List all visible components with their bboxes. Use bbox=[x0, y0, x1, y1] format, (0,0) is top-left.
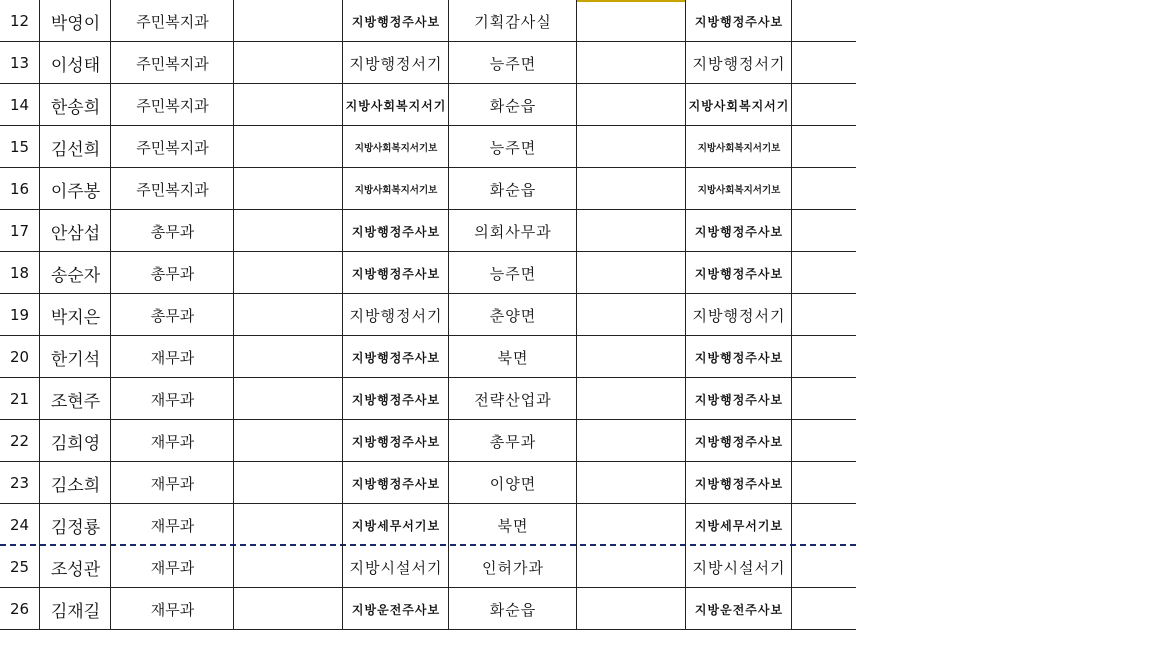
grade-to-cell[interactable]: 지방세무서기보 bbox=[694, 518, 784, 533]
name-cell[interactable]: 김소희 bbox=[50, 475, 101, 496]
column-gridline bbox=[342, 0, 343, 630]
table-row bbox=[0, 210, 856, 252]
empty-cell[interactable] bbox=[792, 210, 856, 252]
department-cell[interactable]: 재무과 bbox=[150, 558, 195, 577]
table-row bbox=[0, 84, 856, 126]
grade-from-cell[interactable]: 지방사회복지서기 bbox=[345, 98, 447, 113]
department-cell[interactable]: 총무과 bbox=[150, 306, 195, 325]
department-cell[interactable]: 주민복지과 bbox=[136, 12, 209, 31]
table-row bbox=[0, 168, 856, 210]
department-cell[interactable]: 재무과 bbox=[150, 390, 195, 409]
empty-cell[interactable] bbox=[577, 126, 686, 168]
empty-cell[interactable] bbox=[577, 294, 686, 336]
row-number-cell[interactable]: 21 bbox=[10, 390, 30, 408]
empty-cell[interactable] bbox=[577, 546, 686, 588]
grade-from-cell[interactable]: 지방시설서기 bbox=[349, 558, 443, 577]
grade-from-cell[interactable]: 지방행정주사보 bbox=[351, 392, 441, 407]
assigned-office-cell[interactable]: 능주면 bbox=[489, 138, 537, 157]
row-number-cell[interactable]: 13 bbox=[10, 54, 30, 72]
name-cell[interactable]: 조현주 bbox=[50, 391, 101, 412]
grade-from-cell[interactable]: 지방행정서기 bbox=[349, 306, 443, 325]
empty-cell[interactable] bbox=[234, 42, 343, 84]
row-number-cell[interactable]: 12 bbox=[10, 12, 30, 30]
grade-to-cell[interactable]: 지방행정서기 bbox=[692, 306, 786, 325]
empty-cell[interactable] bbox=[577, 504, 686, 546]
assigned-office-cell[interactable]: 의회사무과 bbox=[474, 222, 552, 241]
table-row bbox=[0, 336, 856, 378]
assigned-office-cell[interactable]: 총무과 bbox=[489, 432, 537, 451]
row-number-cell[interactable]: 24 bbox=[10, 516, 30, 534]
empty-cell[interactable] bbox=[792, 588, 856, 630]
assigned-office-cell[interactable]: 북면 bbox=[497, 348, 529, 367]
name-cell[interactable]: 김선희 bbox=[50, 139, 101, 160]
row-number-cell[interactable]: 19 bbox=[10, 306, 30, 324]
table-row bbox=[0, 0, 856, 42]
empty-cell[interactable] bbox=[792, 168, 856, 210]
grade-to-cell[interactable]: 지방행정주사보 bbox=[694, 476, 784, 491]
empty-cell[interactable] bbox=[577, 42, 686, 84]
assigned-office-cell[interactable]: 화순읍 bbox=[489, 600, 537, 619]
empty-cell[interactable] bbox=[577, 210, 686, 252]
assigned-office-cell[interactable]: 인허가과 bbox=[482, 558, 544, 577]
table-row bbox=[0, 420, 856, 462]
grade-from-cell[interactable]: 지방행정주사보 bbox=[351, 434, 441, 449]
empty-cell[interactable] bbox=[577, 462, 686, 504]
grade-to-cell[interactable]: 지방사회복지서기보 bbox=[697, 143, 781, 154]
grade-from-cell[interactable]: 지방행정주사보 bbox=[351, 266, 441, 281]
empty-cell[interactable] bbox=[792, 378, 856, 420]
grade-from-cell[interactable]: 지방사회복지서기보 bbox=[354, 185, 438, 196]
row-number-cell[interactable]: 17 bbox=[10, 222, 30, 240]
table-row bbox=[0, 378, 856, 420]
grade-to-cell[interactable]: 지방행정주사보 bbox=[694, 14, 784, 29]
assigned-office-cell[interactable]: 능주면 bbox=[489, 54, 537, 73]
empty-cell[interactable] bbox=[792, 420, 856, 462]
empty-cell[interactable] bbox=[577, 588, 686, 630]
name-cell[interactable]: 한송희 bbox=[50, 97, 101, 118]
grade-from-cell[interactable]: 지방행정서기 bbox=[349, 54, 443, 73]
column-gridline bbox=[39, 0, 40, 630]
assigned-office-cell[interactable]: 전략산업과 bbox=[474, 390, 552, 409]
assigned-office-cell[interactable]: 이양면 bbox=[489, 474, 537, 493]
name-cell[interactable]: 송순자 bbox=[50, 265, 101, 286]
row-number-cell[interactable]: 18 bbox=[10, 264, 30, 282]
grade-to-cell[interactable]: 지방사회복지서기보 bbox=[697, 185, 781, 196]
name-cell[interactable]: 안삼섭 bbox=[50, 223, 101, 244]
name-cell[interactable]: 김희영 bbox=[50, 433, 101, 454]
assigned-office-cell[interactable]: 춘양면 bbox=[489, 306, 537, 325]
row-number-cell[interactable]: 14 bbox=[10, 96, 30, 114]
empty-cell[interactable] bbox=[234, 252, 343, 294]
department-cell[interactable]: 재무과 bbox=[150, 432, 195, 451]
row-number-cell[interactable]: 22 bbox=[10, 432, 30, 450]
empty-cell[interactable] bbox=[234, 0, 343, 42]
department-cell[interactable]: 주민복지과 bbox=[136, 54, 209, 73]
department-cell[interactable]: 재무과 bbox=[150, 348, 195, 367]
assigned-office-cell[interactable]: 북면 bbox=[497, 516, 529, 535]
empty-cell[interactable] bbox=[577, 420, 686, 462]
row-number-cell[interactable]: 26 bbox=[10, 600, 30, 618]
row-number-cell[interactable]: 23 bbox=[10, 474, 30, 492]
table-row bbox=[0, 252, 856, 294]
empty-cell[interactable] bbox=[792, 252, 856, 294]
grade-from-cell[interactable]: 지방운전주사보 bbox=[351, 602, 441, 617]
empty-cell[interactable] bbox=[792, 504, 856, 546]
empty-cell[interactable] bbox=[577, 378, 686, 420]
empty-cell[interactable] bbox=[234, 420, 343, 462]
grade-from-cell[interactable]: 지방세무서기보 bbox=[351, 518, 441, 533]
empty-cell[interactable] bbox=[234, 462, 343, 504]
row-number-cell[interactable]: 15 bbox=[10, 138, 30, 156]
name-cell[interactable]: 이주봉 bbox=[50, 181, 101, 202]
table-row bbox=[0, 546, 856, 588]
name-cell[interactable]: 김정룡 bbox=[50, 517, 101, 538]
empty-cell[interactable] bbox=[792, 336, 856, 378]
table-row bbox=[0, 42, 856, 84]
grade-to-cell[interactable]: 지방사회복지서기 bbox=[688, 98, 790, 113]
empty-cell[interactable] bbox=[577, 84, 686, 126]
assigned-office-cell[interactable]: 기획감사실 bbox=[474, 12, 552, 31]
empty-cell[interactable] bbox=[577, 0, 686, 42]
grade-to-cell[interactable]: 지방행정주사보 bbox=[694, 224, 784, 239]
department-cell[interactable]: 총무과 bbox=[150, 264, 195, 283]
grade-from-cell[interactable]: 지방행정주사보 bbox=[351, 350, 441, 365]
empty-cell[interactable] bbox=[792, 462, 856, 504]
name-cell[interactable]: 이성태 bbox=[50, 55, 101, 76]
empty-cell[interactable] bbox=[792, 0, 856, 42]
empty-cell[interactable] bbox=[792, 294, 856, 336]
table-row bbox=[0, 504, 856, 546]
table-row bbox=[0, 588, 856, 630]
department-cell[interactable]: 주민복지과 bbox=[136, 138, 209, 157]
department-cell[interactable]: 재무과 bbox=[150, 516, 195, 535]
name-cell[interactable]: 김재길 bbox=[50, 601, 101, 622]
empty-cell[interactable] bbox=[234, 294, 343, 336]
grade-from-cell[interactable]: 지방행정주사보 bbox=[351, 476, 441, 491]
assigned-office-cell[interactable]: 능주면 bbox=[489, 264, 537, 283]
empty-cell[interactable] bbox=[792, 42, 856, 84]
assigned-office-cell[interactable]: 화순읍 bbox=[489, 180, 537, 199]
department-cell[interactable]: 재무과 bbox=[150, 600, 195, 619]
empty-cell[interactable] bbox=[792, 84, 856, 126]
table-row bbox=[0, 294, 856, 336]
empty-cell[interactable] bbox=[234, 210, 343, 252]
grade-to-cell[interactable]: 지방행정주사보 bbox=[694, 350, 784, 365]
empty-cell[interactable] bbox=[792, 546, 856, 588]
empty-cell[interactable] bbox=[234, 168, 343, 210]
row-number-cell[interactable]: 25 bbox=[10, 558, 30, 576]
name-cell[interactable]: 한기석 bbox=[50, 349, 101, 370]
grade-to-cell[interactable]: 지방시설서기 bbox=[692, 558, 786, 577]
name-cell[interactable]: 박영이 bbox=[50, 13, 101, 34]
empty-cell[interactable] bbox=[577, 252, 686, 294]
grade-to-cell[interactable]: 지방행정주사보 bbox=[694, 266, 784, 281]
column-gridline bbox=[685, 0, 686, 630]
name-cell[interactable]: 박지은 bbox=[50, 307, 101, 328]
row-number-cell[interactable]: 20 bbox=[10, 348, 30, 366]
empty-cell[interactable] bbox=[234, 504, 343, 546]
grade-to-cell[interactable]: 지방행정주사보 bbox=[694, 392, 784, 407]
empty-cell[interactable] bbox=[234, 336, 343, 378]
name-cell[interactable]: 조성관 bbox=[50, 559, 101, 580]
grade-to-cell[interactable]: 지방행정주사보 bbox=[694, 434, 784, 449]
grade-to-cell[interactable]: 지방행정서기 bbox=[692, 54, 786, 73]
department-cell[interactable]: 총무과 bbox=[150, 222, 195, 241]
empty-cell[interactable] bbox=[234, 378, 343, 420]
row-number-cell[interactable]: 16 bbox=[10, 180, 30, 198]
column-gridline bbox=[791, 0, 792, 630]
empty-cell[interactable] bbox=[577, 336, 686, 378]
column-gridline bbox=[233, 0, 234, 630]
department-cell[interactable]: 재무과 bbox=[150, 474, 195, 493]
grade-from-cell[interactable]: 지방행정주사보 bbox=[351, 224, 441, 239]
empty-cell[interactable] bbox=[792, 126, 856, 168]
column-gridline bbox=[448, 0, 449, 630]
table-row bbox=[0, 462, 856, 504]
grade-from-cell[interactable]: 지방행정주사보 bbox=[351, 14, 441, 29]
department-cell[interactable]: 주민복지과 bbox=[136, 180, 209, 199]
grade-to-cell[interactable]: 지방운전주사보 bbox=[694, 602, 784, 617]
empty-cell[interactable] bbox=[234, 84, 343, 126]
column-gridline bbox=[576, 0, 577, 630]
department-cell[interactable]: 주민복지과 bbox=[136, 96, 209, 115]
empty-cell[interactable] bbox=[234, 126, 343, 168]
empty-cell[interactable] bbox=[234, 588, 343, 630]
empty-cell[interactable] bbox=[577, 168, 686, 210]
grade-from-cell[interactable]: 지방사회복지서기보 bbox=[354, 143, 438, 154]
empty-cell[interactable] bbox=[234, 546, 343, 588]
table-row bbox=[0, 126, 856, 168]
assigned-office-cell[interactable]: 화순읍 bbox=[489, 96, 537, 115]
column-gridline bbox=[110, 0, 111, 630]
